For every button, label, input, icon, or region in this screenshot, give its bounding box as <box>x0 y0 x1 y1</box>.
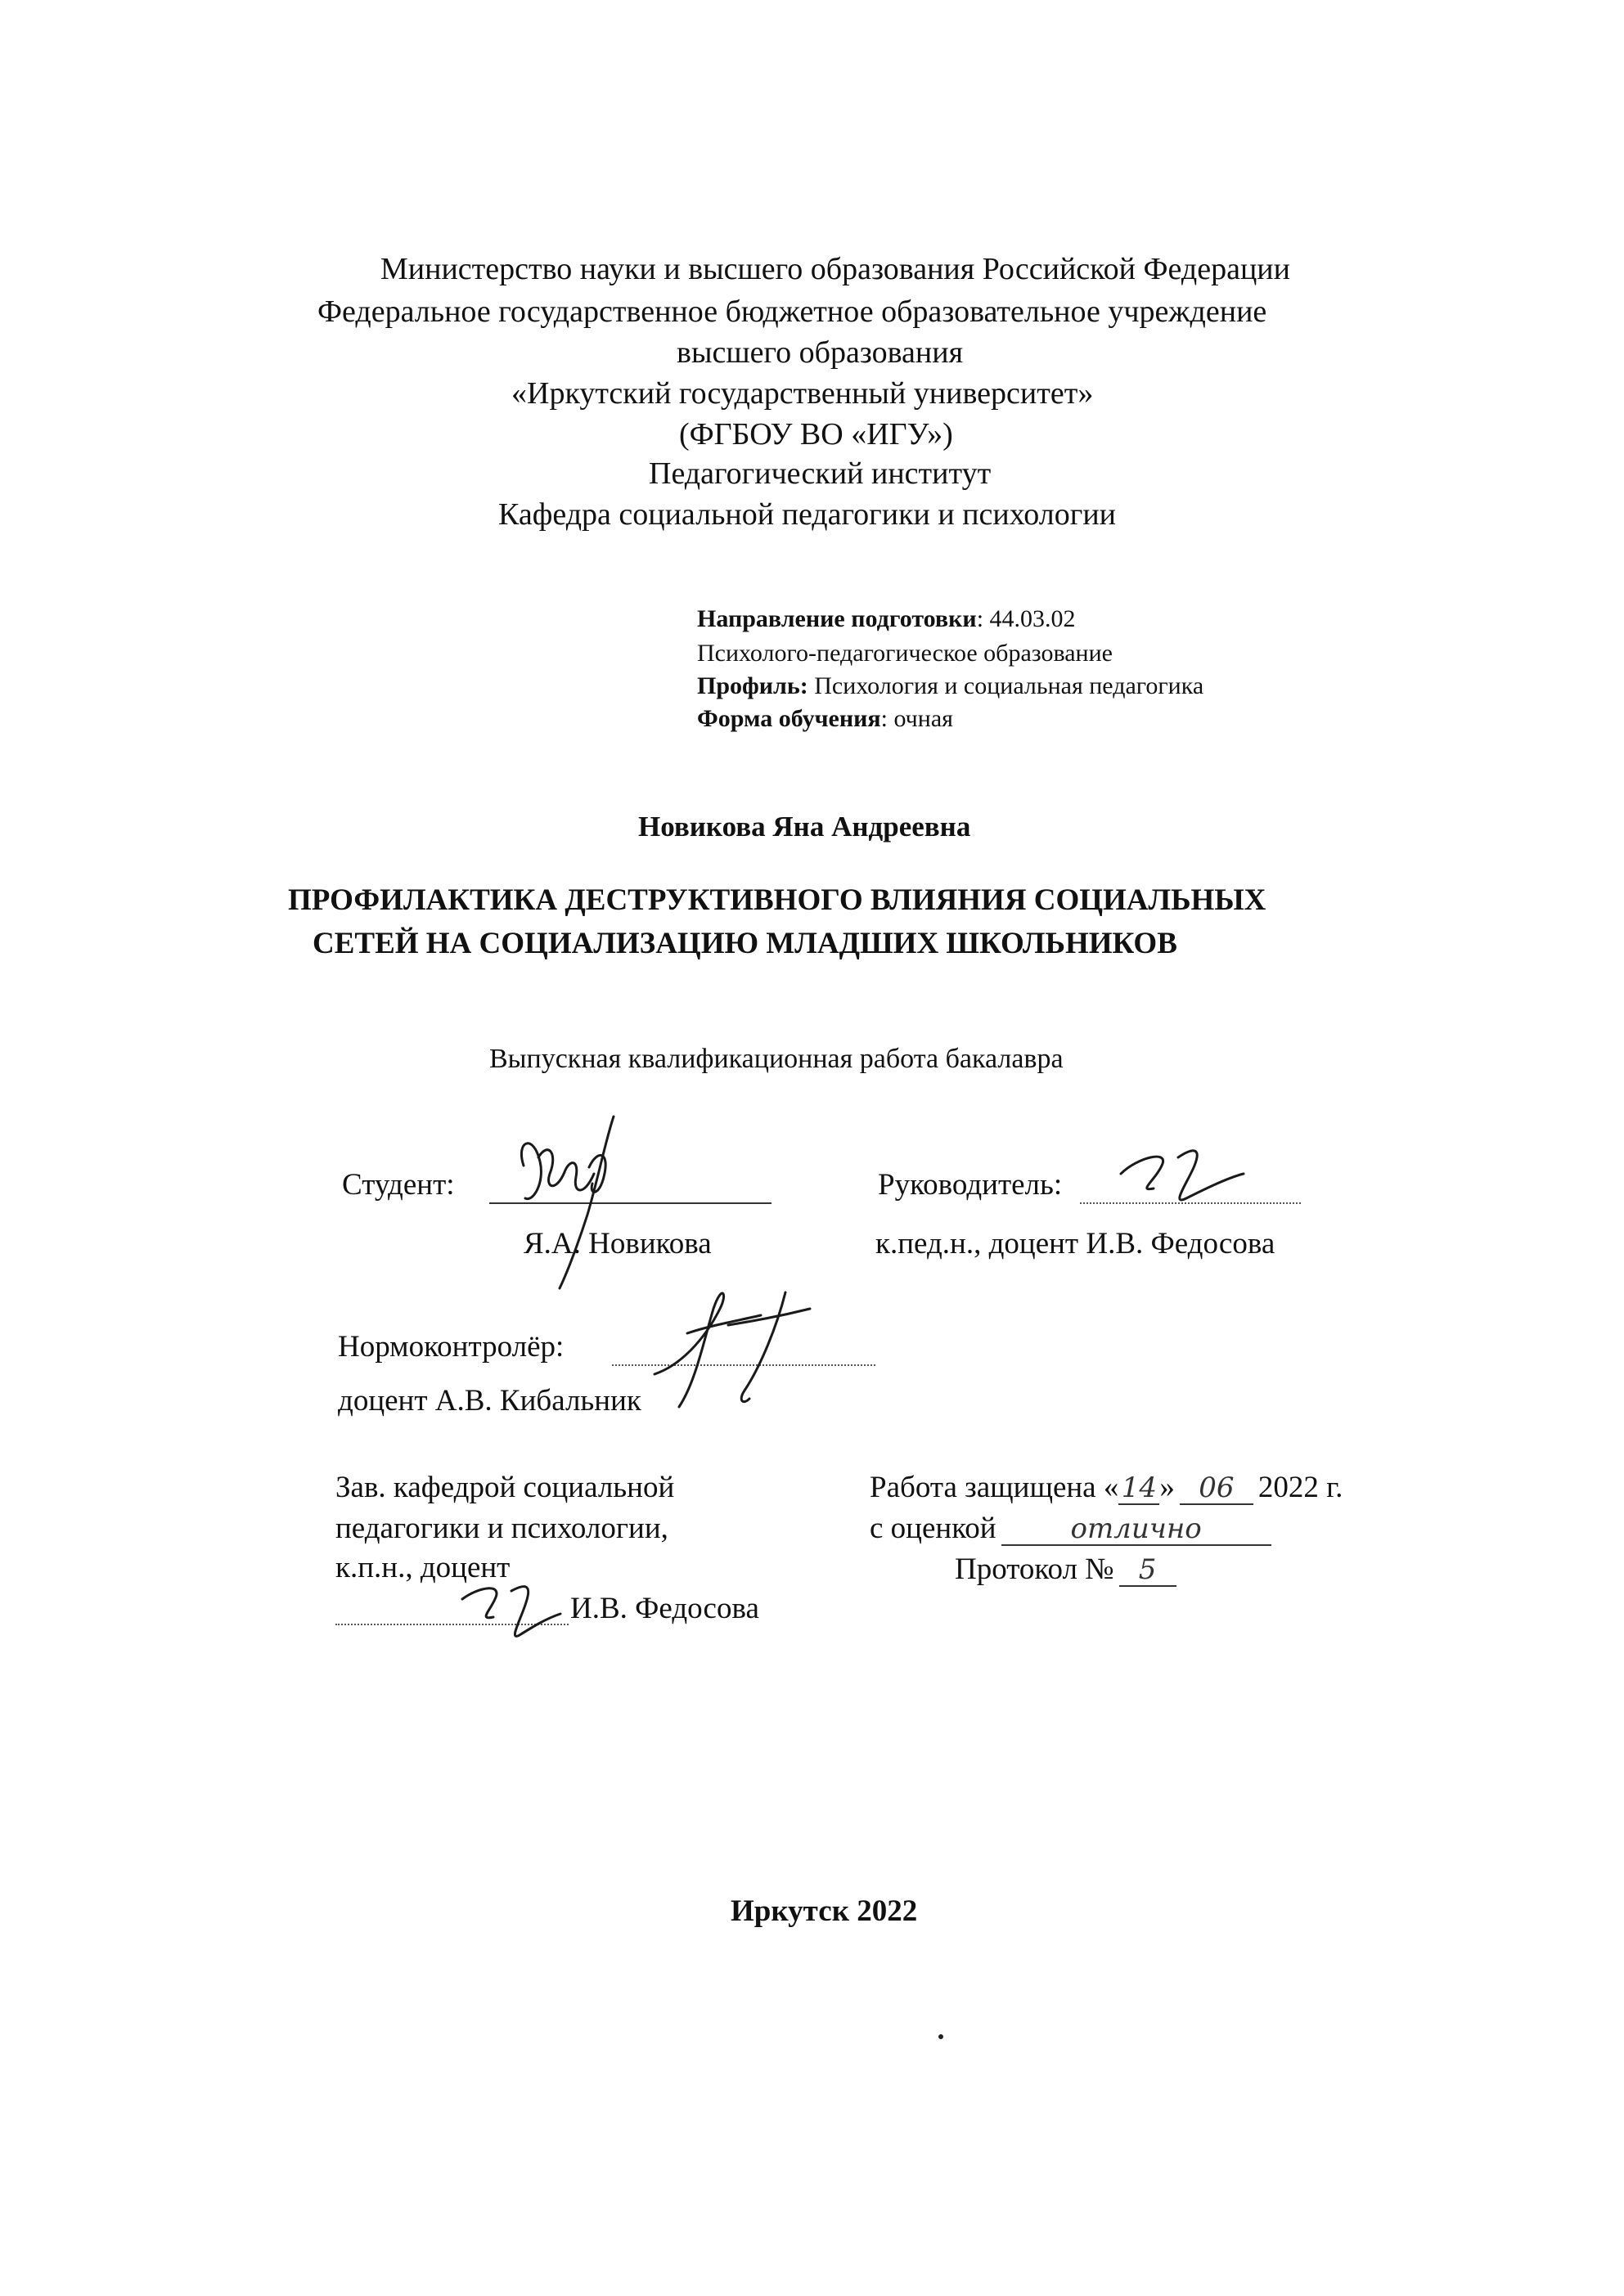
defense-year: 2022 г. <box>1257 1471 1343 1504</box>
university-name-line: «Иркутский государственный университет» <box>511 376 1094 411</box>
defense-grade-row <box>870 1513 1271 1546</box>
supervisor-signature-icon <box>1113 1141 1260 1215</box>
institute-line: Педагогический институт <box>649 456 992 491</box>
student-name: Я.А. Новикова <box>524 1227 712 1260</box>
defense-day: 14 <box>1118 1473 1159 1505</box>
work-type: Выпускная квалификационная работа бакалавра <box>489 1044 1064 1074</box>
study-form-row <box>697 707 953 731</box>
profile-row <box>697 674 1203 699</box>
defense-date-row <box>870 1472 1343 1505</box>
supervisor-name: к.пед.н., доцент И.В. Федосова <box>875 1227 1275 1260</box>
direction-name: Психолого-педагогическое образование <box>697 640 1113 667</box>
grade-label: с оценкой <box>870 1512 996 1545</box>
defense-prefix: Работа защищена « <box>870 1471 1119 1504</box>
supervisor-label: Руководитель: <box>878 1168 1063 1202</box>
grade-value: отлично <box>1001 1514 1271 1546</box>
profile-label: Профиль: <box>697 672 808 699</box>
scan-dot <box>938 2034 943 2039</box>
student-signature-icon <box>491 1092 671 1296</box>
defense-month: 06 <box>1180 1473 1253 1505</box>
protocol-label: Протокол № <box>955 1552 1114 1586</box>
study-form-value: : очная <box>880 705 953 732</box>
head-line-3: к.п.н., доцент <box>335 1551 511 1584</box>
institution-type-line: Федеральное государственное бюджетное образовательное учреждение <box>317 294 1267 329</box>
protocol-row <box>955 1554 1176 1587</box>
direction-label: Направление подготовки <box>697 605 977 632</box>
protocol-number: 5 <box>1119 1555 1176 1587</box>
head-signature-icon <box>454 1566 569 1656</box>
city-year: Иркутск 2022 <box>731 1894 918 1928</box>
head-name: И.В. Федосова <box>570 1592 759 1625</box>
author-name: Новикова Яна Андреевна <box>638 811 971 842</box>
study-form-label: Форма обучения <box>697 705 881 732</box>
thesis-title-line-2: СЕТЕЙ НА СОЦИАЛИЗАЦИЮ МЛАДШИХ ШКОЛЬНИКОВ <box>313 927 1177 960</box>
ministry-line: Министерство науки и высшего образования Российской Федерации <box>380 252 1290 286</box>
direction-row <box>697 607 1076 631</box>
profile-value: Психология и социальная педагогика <box>808 672 1204 699</box>
student-label: Студент: <box>342 1168 455 1202</box>
direction-value: : 44.03.02 <box>976 605 1076 632</box>
education-level-line: высшего образования <box>677 335 964 370</box>
department-line: Кафедра социальной педагогики и психологии <box>498 497 1117 532</box>
thesis-title-line-1: ПРОФИЛАКТИКА ДЕСТРУКТИВНОГО ВЛИЯНИЯ СОЦИАЛЬНЫХ <box>288 883 1266 917</box>
university-abbr-line: (ФГБОУ ВО «ИГУ») <box>679 417 953 452</box>
defense-day-close: » <box>1159 1471 1175 1504</box>
head-line-1: Зав. кафедрой социальной <box>335 1471 675 1504</box>
normcontrol-label: Нормоконтролёр: <box>338 1330 565 1364</box>
head-line-2: педагогики и психологии, <box>335 1512 668 1545</box>
normcontrol-signature-icon <box>622 1276 834 1415</box>
normcontrol-name: доцент А.В. Кибальник <box>338 1384 641 1418</box>
